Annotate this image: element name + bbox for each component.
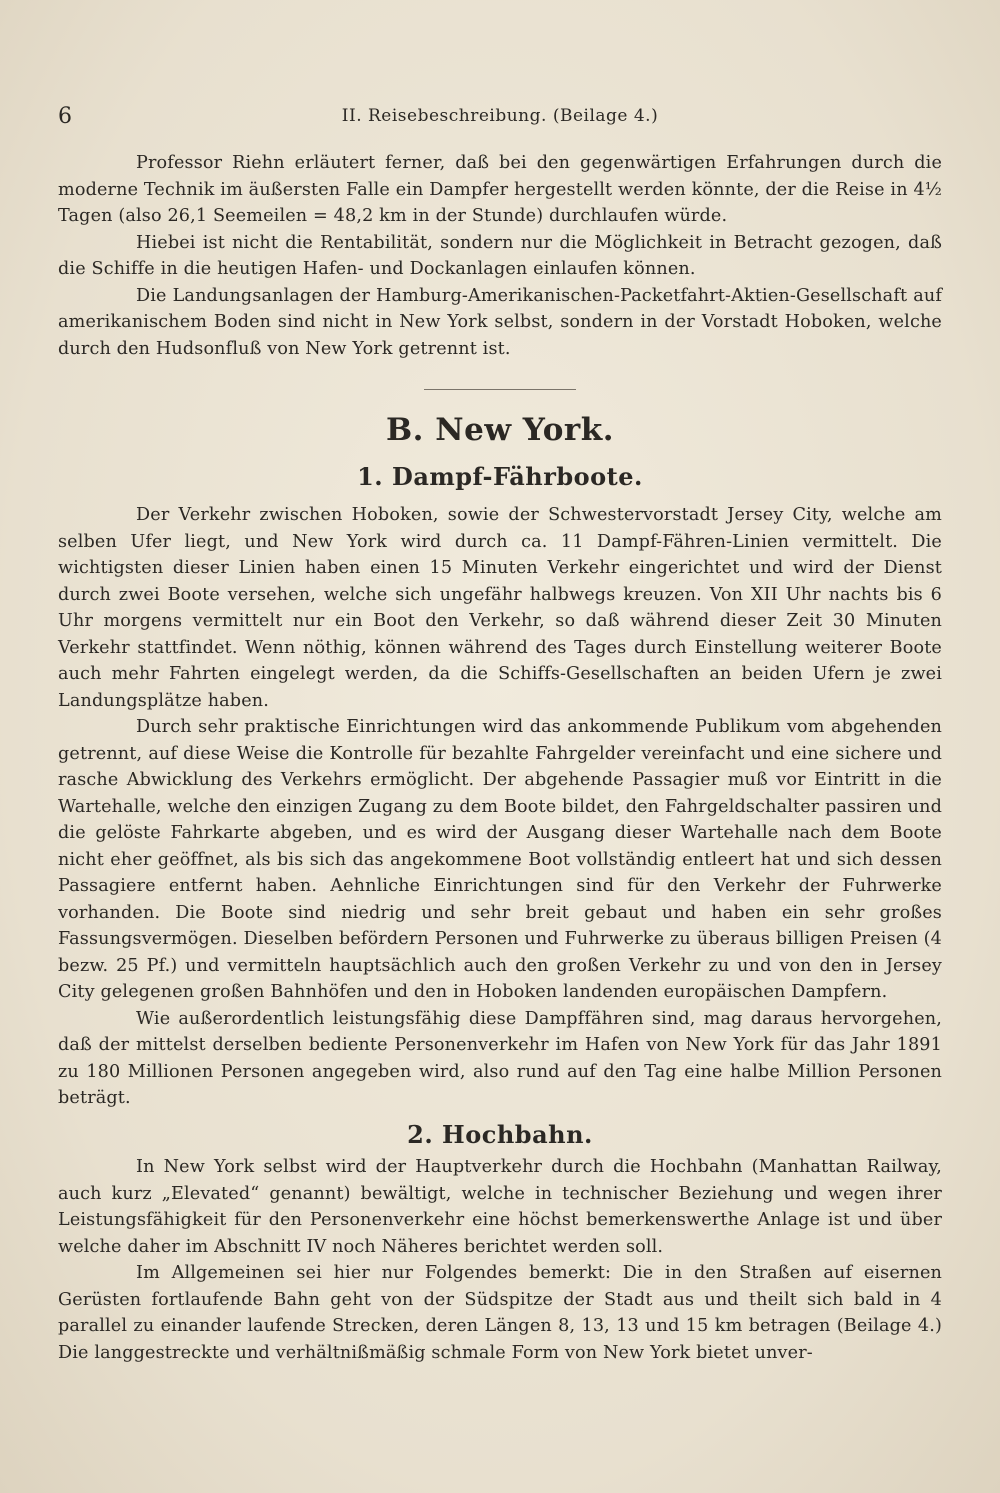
paragraph: Wie außerordentlich leistungsfähig diese Dampffähren sind, mag daraus hervorgehen, daß der mittelst derselben bediente Personenverkehr im Hafen von New York für das Jahr 1891 zu 180 Millionen Personen angegeben wird, also rund auf den Tag eine halbe Million Personen beträgt. — [58, 1008, 942, 1108]
ferry-text — [58, 502, 942, 1112]
page-header — [58, 104, 942, 134]
running-head: II. Reisebeschreibung. (Beilage 4.) — [341, 106, 659, 126]
paragraph: Im Allgemeinen sei hier nur Folgendes bemerkt: Die in den Straßen auf eisernen Gerüsten fortlaufende Bahn geht von der Südspitze der Stadt aus und theilt sich bald in 4 parallel zu einander laufende Strecken, deren Längen 8, 13, 13 und 15 km betragen (Beilage 4.) Die langgestreckte und verhältnißmäßig schmale Form von New York bietet unver- — [58, 1263, 942, 1363]
subsection-heading: 1. Dampf-Fährboote. — [357, 462, 643, 491]
paragraph: Professor Riehn erläutert ferner, daß bei den gegenwärtigen Erfahrungen durch die moderne Technik im äußersten Falle ein Dampfer hergestellt werden könnte, der die Reise in 4½ Tagen (also 26,1 Seemeilen = 48,2 km in der Stunde) durchlaufen würde. — [58, 153, 942, 226]
paragraph: Der Verkehr zwischen Hoboken, sowie der Schwestervorstadt Jersey City, welche am selben Ufer liegt, und New York wird durch ca. 11 Dampf-Fähren-Linien vermittelt. Die wichtigsten dieser Linien haben einen 15 Minuten Verkehr eingerichtet und wird der Dienst durch zwei Boote versehen, welche sich ungefähr halbwegs kreuzen. Von XII Uhr nachts bis 6 Uhr morgens vermittelt nur ein Boot den Verkehr, so daß während dieser Zeit 30 Minuten Verkehr stattfindet. Wenn nöthig, können während des Tages durch Einstellung weiterer Boote auch mehr Fahrten eingelegt werden, da die Schiffs-Gesellschaften an beiden Ufern je zwei Landungsplätze haben. — [58, 505, 942, 711]
elevated-text — [58, 1154, 942, 1366]
subsection-heading: 2. Hochbahn. — [407, 1120, 593, 1149]
page-number: 6 — [58, 104, 72, 129]
paragraph: Hiebei ist nicht die Rentabilität, sondern nur die Möglichkeit in Betracht gezogen, daß die Schiffe in die heutigen Hafen- und Dockanlagen einlaufen können. — [58, 232, 942, 279]
paragraph: Durch sehr praktische Einrichtungen wird das ankommende Publikum vom abgehenden getrennt, auf diese Weise die Kontrolle für bezahlte Fahrgelder vereinfacht und eine sichere und rasche Abwicklung des Verkehrs ermöglicht. Der abgehende Passagier muß vor Eintritt in die Wartehalle, welche den einzigen Zugang zu dem Boote bildet, den Fahrgeldschalter passiren und die gelöste Fahrkarte abgeben, und es wird der Ausgang dieser Wartehalle nach dem Boote nicht eher geöffnet, als bis sich das angekommene Boot vollständig entleert hat und sich dessen Passagiere entfernt haben. Aehnliche Einrichtungen sind für den Verkehr der Fuhrwerke vorhanden. Die Boote sind niedrig und sehr breit gebaut und haben ein sehr großes Fassungsvermögen. Dieselben befördern Personen und Fuhrwerke zu überaus billigen Preisen (4 bezw. 25 Pf.) und vermitteln hauptsächlich auch den großen Verkehr zu und von den in Jersey City gelegenen großen Bahnhöfen und den in Hoboken landenden europäischen Dampfern. — [58, 717, 942, 1002]
paragraph: Die Landungsanlagen der Hamburg-Amerikanischen-Packetfahrt-Aktien-Gesellschaft auf amerikanischem Boden sind nicht in New York selbst, sondern in der Vorstadt Hoboken, welche durch den Hudsonfluß von New York getrennt ist. — [58, 285, 942, 359]
section-heading: B. New York. — [385, 412, 615, 448]
paragraph: In New York selbst wird der Hauptverkehr durch die Hochbahn (Manhattan Railway, auch kurz „Elevated“ genannt) bewältigt, welche in technischer Beziehung und wegen ihrer Leistungsfähigkeit für den Personenverkehr eine höchst bemerkenswerthe Anlage ist und über welche daher im Abschnitt IV noch Näheres berichtet werden soll. — [58, 1157, 942, 1257]
intro-text — [58, 150, 942, 362]
section-divider — [424, 389, 576, 390]
